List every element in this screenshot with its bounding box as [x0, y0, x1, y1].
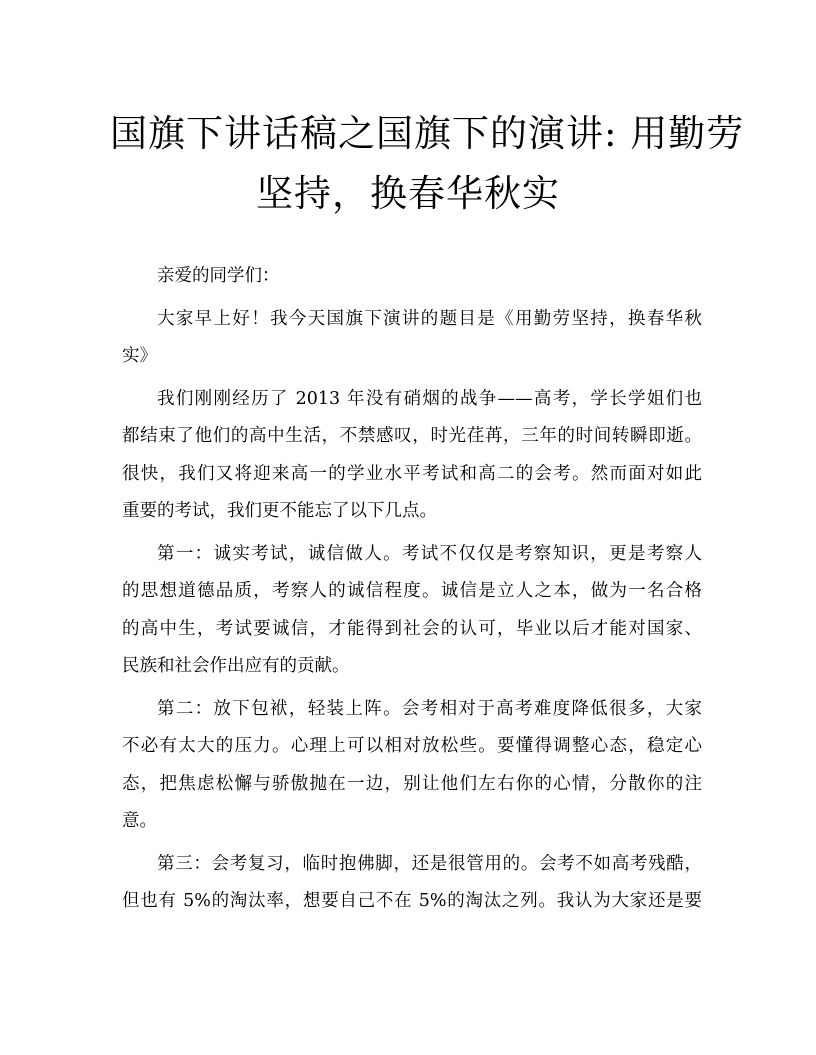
text-line: 实》 — [122, 346, 157, 366]
text-line: 民族和社会作出应有的贡献。 — [122, 656, 350, 676]
text-line: 亲爱的同学们： — [157, 266, 280, 286]
title-line-2: 坚持，换春华秋实 — [256, 172, 560, 215]
text-line: 态，把焦虑松懈与骄傲抛在一边，别让他们左右你的心情，分散你的注 — [122, 773, 702, 794]
text-line: 不必有太大的压力。心理上可以相对放松些。要懂得调整心态，稳定心 — [122, 736, 702, 756]
paragraph-greeting — [122, 258, 702, 296]
text-line: 的高中生，考试要诚信，才能得到社会的认可，毕业以后才能对国家、 — [122, 618, 702, 639]
paragraph-point-two — [122, 691, 702, 841]
text-line: 第一：诚实考试，诚信做人。考试不仅仅是考察知识，更是考察人 — [157, 543, 702, 564]
text-line: 都结束了他们的高中生活，不禁感叹，时光荏苒，三年的时间转瞬即逝。 — [122, 426, 702, 446]
paragraph-point-three — [122, 846, 702, 921]
text-line: 很快，我们又将迎来高一的学业水平考试和高二的会考。然而面对如此 — [122, 463, 702, 484]
text-line: 第二：放下包袱，轻装上阵。会考相对于高考难度降低很多，大家 — [157, 698, 702, 719]
paragraph-intro — [122, 381, 702, 531]
text-line: 第三：会考复习，临时抱佛脚，还是很管用的。会考不如高考残酷， — [157, 853, 702, 874]
document-title — [110, 104, 745, 224]
document-body — [122, 258, 702, 926]
text-line: 但也有 5%的淘汰率，想要自己不在 5%的淘汰之列。我认为大家还是要 — [122, 891, 702, 911]
text-line: 意。 — [122, 811, 157, 831]
paragraph-opening — [122, 301, 702, 376]
title-line-1: 国旗下讲话稿之国旗下的演讲: 用勤劳 — [110, 112, 745, 155]
text-line: 重要的考试，我们更不能忘了以下几点。 — [122, 501, 437, 521]
paragraph-point-one — [122, 536, 702, 686]
text-line: 我们刚刚经历了 2013 年没有硝烟的战争——高考，学长学姐们也 — [157, 388, 702, 409]
text-line: 的思想道德品质，考察人的诚信程度。诚信是立人之本，做为一名合格 — [122, 581, 702, 601]
text-line: 大家早上好！我今天国旗下演讲的题目是《用勤劳坚持，换春华秋 — [157, 308, 702, 329]
